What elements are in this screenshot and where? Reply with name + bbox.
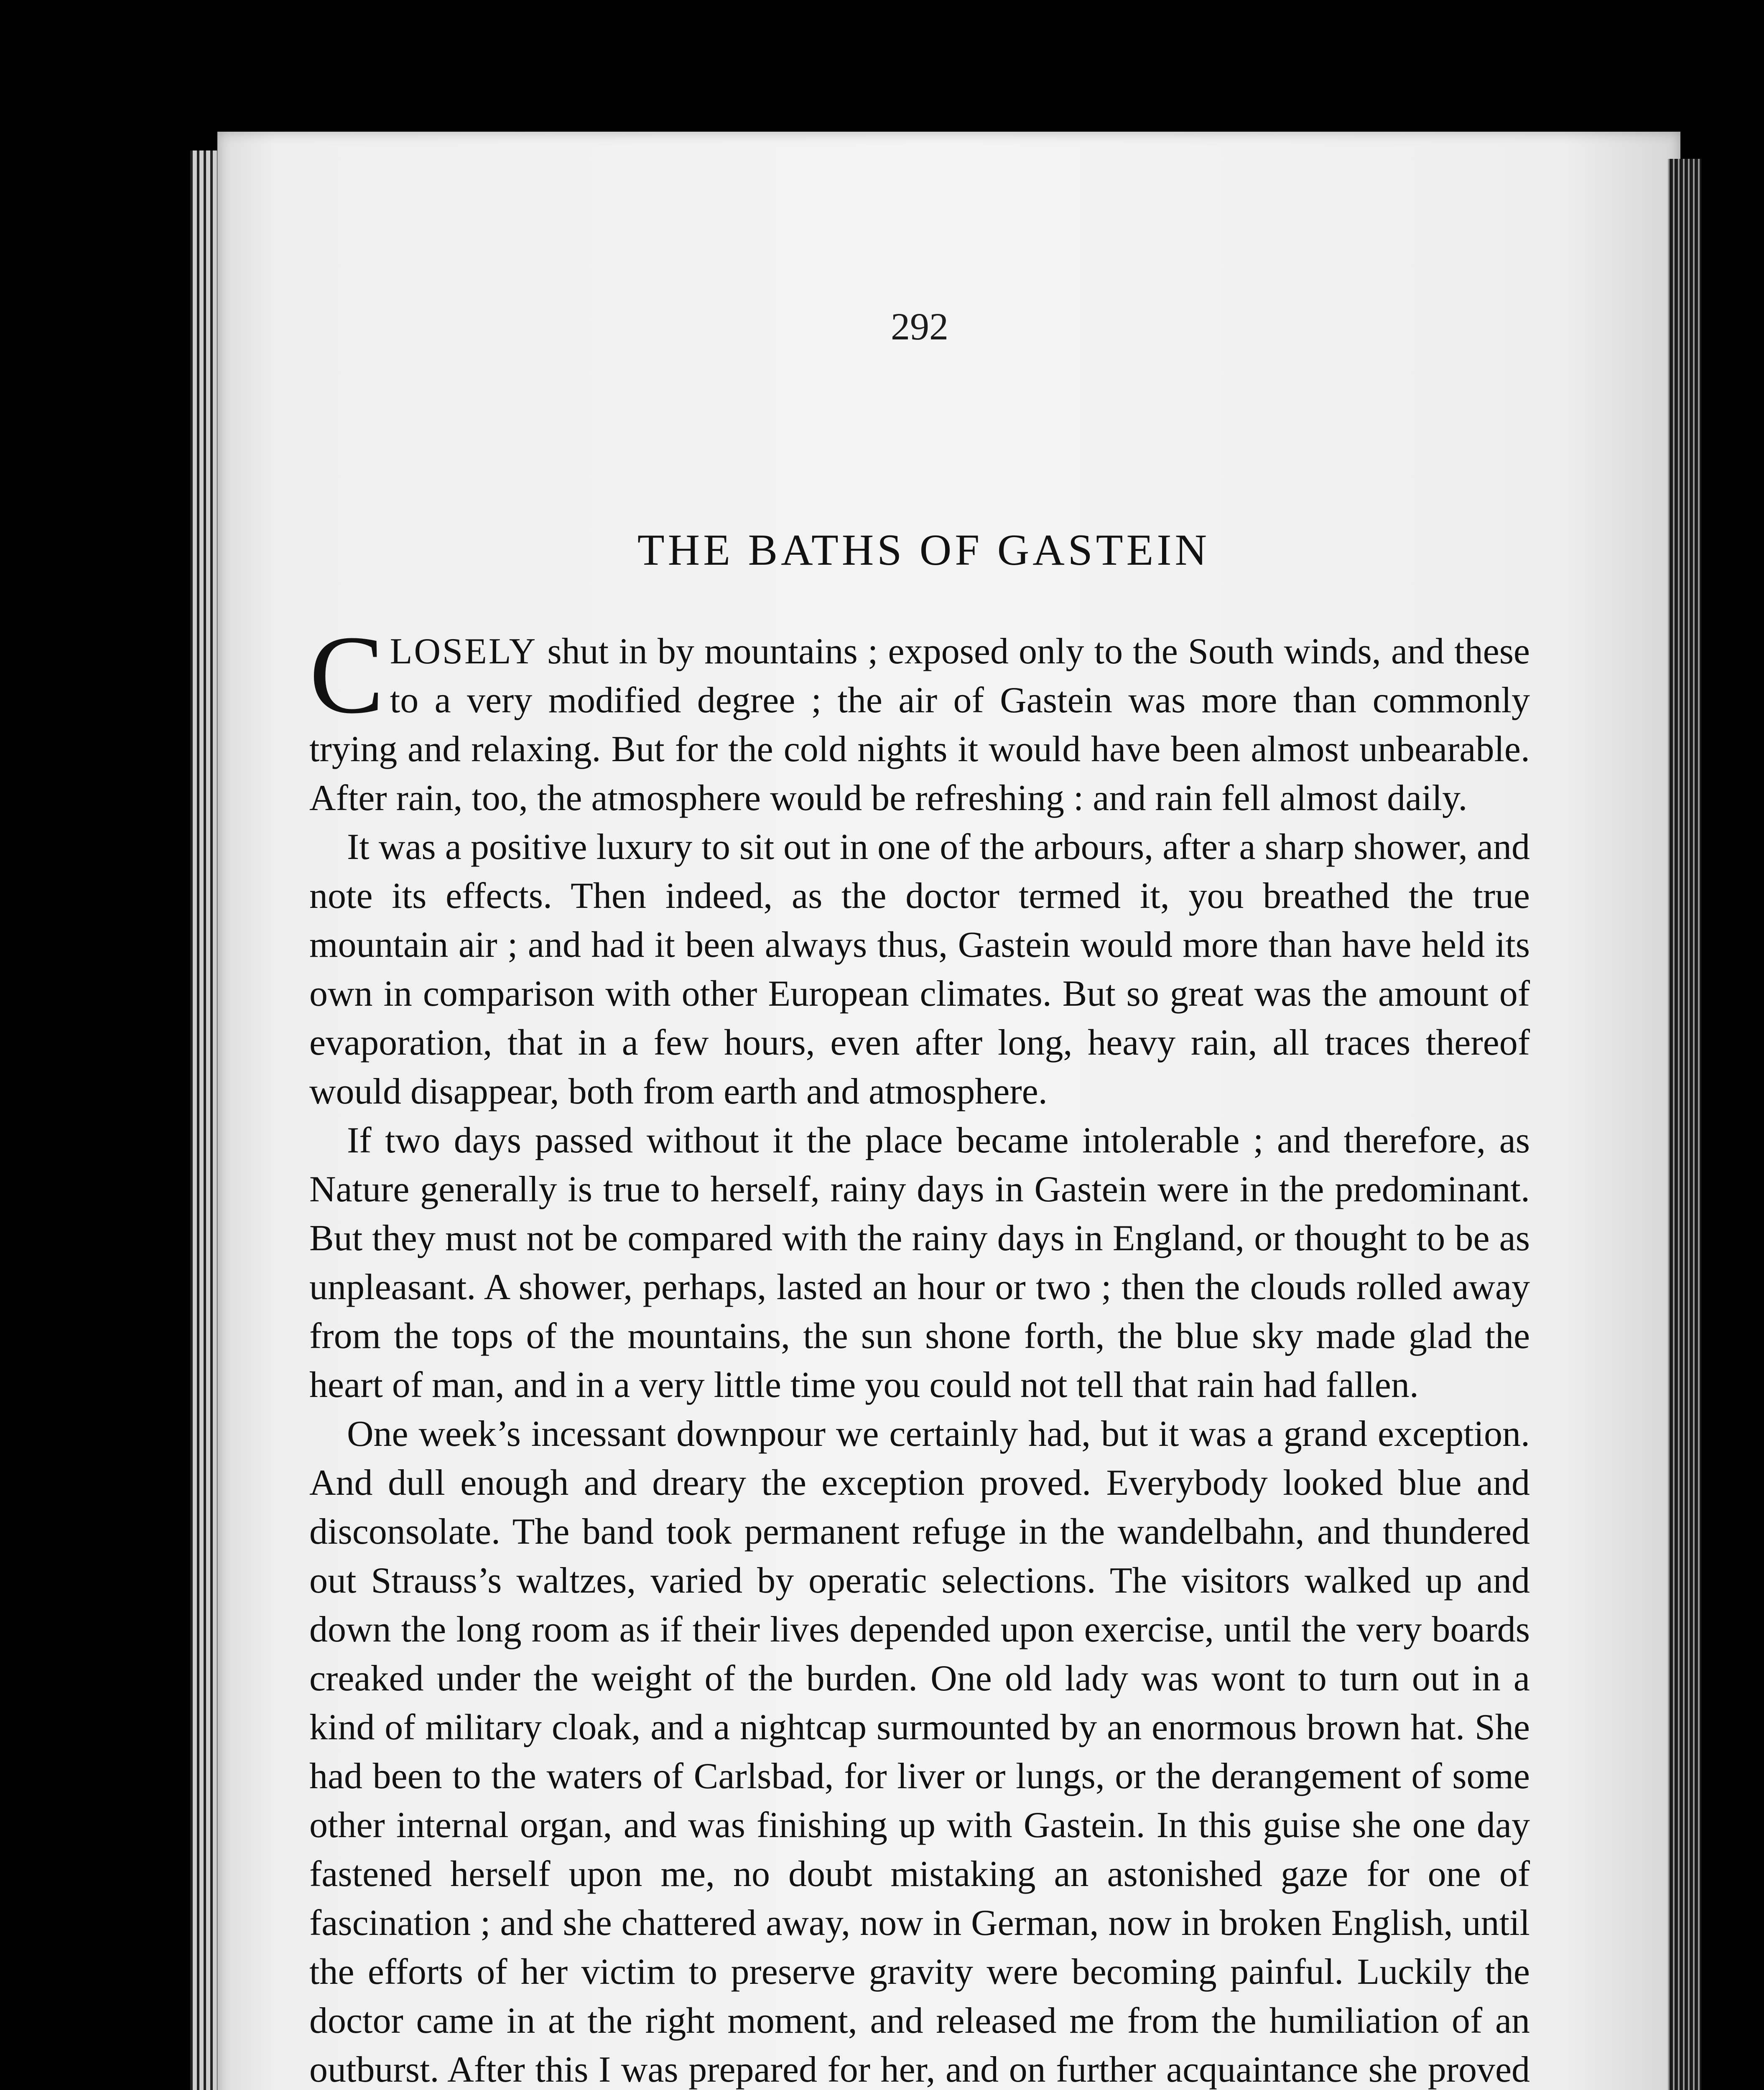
page-edge [1668, 159, 1701, 2090]
paragraph-text: shut in by mountains ; exposed only to the South winds, and these to a very modified degree ; the air of Gastein was more than commonly trying and relaxing. But for the cold nights it would have been almost unbearable. After rain, too, the atmosphere would be refreshing : and rain fell almost daily. [309, 631, 1530, 818]
body-text [309, 612, 1530, 2090]
paragraph: If two days passed without it the place became intolerable ; and therefore, as Nature generally is true to herself, rainy days in Gastein were in the predominant. But they must not be compared with the rainy days in England, or thought to be as unpleasant. A shower, perhaps, lasted an hour or two ; then the clouds rolled away from the tops of the mountains, the sun shone forth, the blue sky made glad the heart of man, and in a very little time you could not tell that rain had fallen. [309, 1120, 1530, 1405]
chapter-title: THE BATHS OF GASTEIN [637, 525, 1211, 574]
page-number: 292 [891, 305, 948, 348]
paragraph: One week’s incessant downpour we certainly had, but it was a grand exception. And dull enough and dreary the exception proved. Everybody looked blue and disconsolate. The band took permanent refuge in the wandelbahn, and thundered out Strauss’s waltzes, varied by operatic selections. The visitors walked up and down the long room as if their lives depended upon exercise, until the very boards creaked under the weight of the burden. One old lady was wont to turn out in a kind of military cloak, and a nightcap surmounted by an enormous brown hat. She had been to the waters of Carlsbad, for liver or lungs, or the derangement of some other internal organ, and was finishing up with Gastein. In this guise she one day fastened herself upon me, no doubt mistaking an astonished gaze for one of fascination ; and she chattered away, now in German, now in broken English, until the efforts of her victim to preserve gravity were becoming painful. Luckily the doctor came in at the right moment, and released me from the humiliation of an outburst. After this I was prepared for her, and on further acquaintance she proved [309, 1414, 1530, 2090]
paragraph: It was a positive luxury to sit out in one of the arbours, after a sharp shower, and note its effects. Then indeed, as the doctor termed it, you breathed the true mountain air ; and had it been always thus, Gastein would more than have held its own in comparison with other European climates. But so great was the amount of evaporation, that in a few hours, even after long, heavy rain, all traces thereof would disappear, both from earth and atmosphere. [309, 827, 1530, 1112]
drop-cap: C [309, 612, 384, 737]
lead-caps: LOSELY [390, 631, 538, 672]
paragraph [309, 612, 1530, 823]
